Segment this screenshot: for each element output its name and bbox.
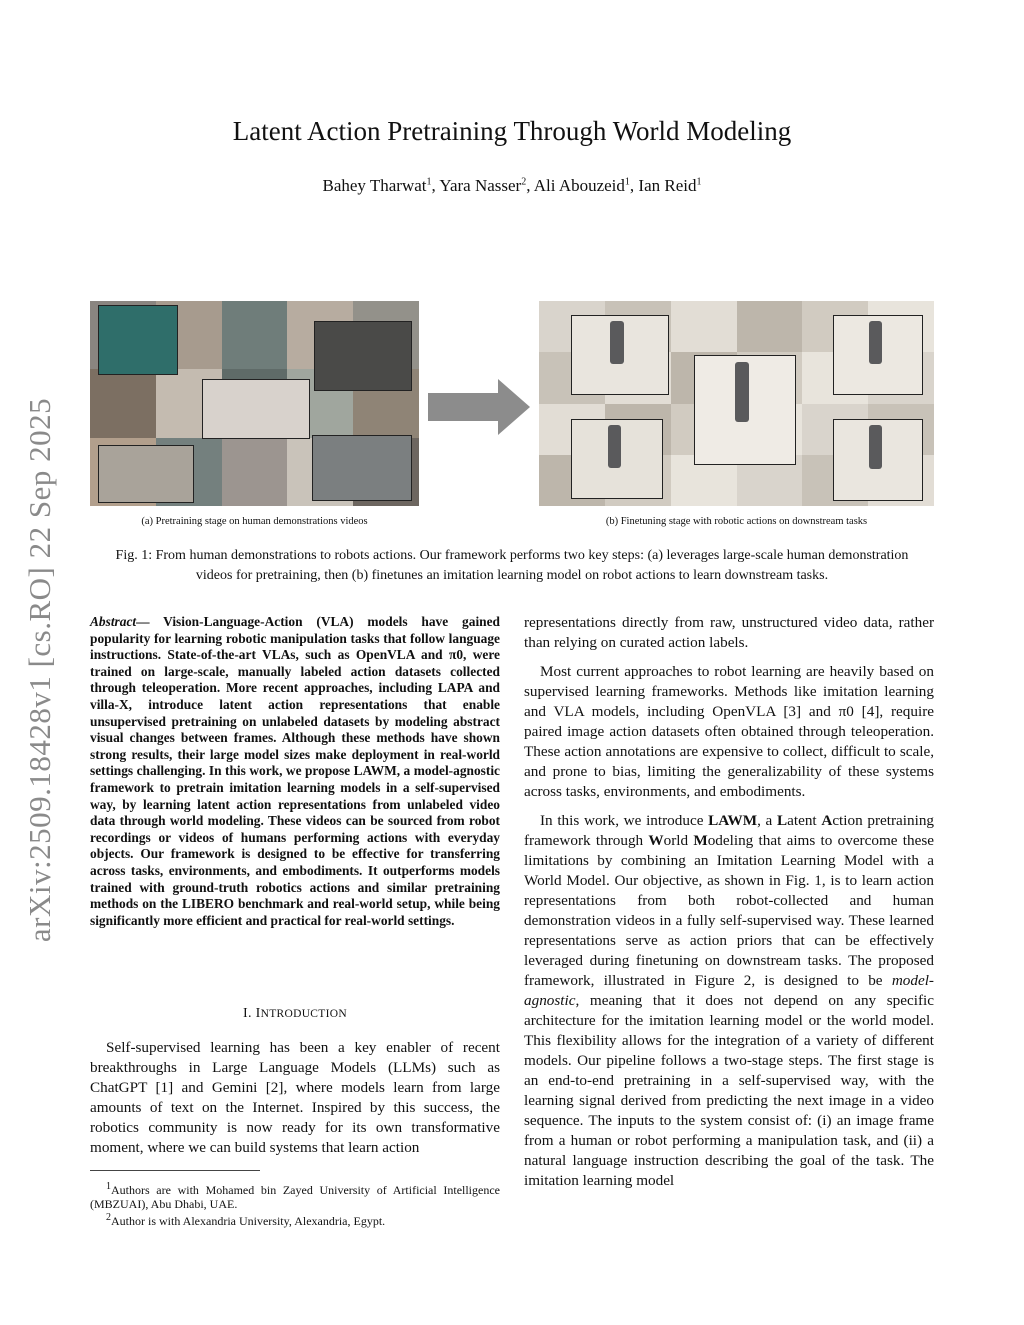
author: Ali Abouzeid	[533, 176, 625, 195]
section-heading-introduction: I. INTRODUCTION	[243, 1006, 347, 1021]
highlighted-video-frame	[98, 305, 178, 375]
author: Yara Nasser	[439, 176, 522, 195]
video-frame-tile	[222, 301, 289, 370]
footnote: $^1$Authors are with Mohamed bin Zayed University of Artificial Intelligence (MBZUAI), Abu Dhabi, UAE.	[90, 1181, 500, 1211]
footnote-rule	[90, 1170, 260, 1171]
footnote: $^2$Author is with Alexandria University, Alexandria, Egypt.	[106, 1212, 386, 1228]
highlighted-robot-frame	[571, 419, 663, 499]
affiliation-mark: 1	[624, 176, 630, 188]
video-frame-tile	[222, 438, 289, 506]
right-arrow-icon	[428, 379, 530, 435]
robot-arm-shape	[610, 321, 623, 364]
highlighted-video-frame	[312, 435, 412, 501]
highlighted-robot-frame	[833, 419, 923, 501]
highlighted-video-frame	[314, 321, 412, 391]
paper-title: Latent Action Pretraining Through World Modeling	[232, 116, 792, 146]
paragraph-continued: representations directly from raw, unstructured video data, rather than relying on curated action labels.	[524, 614, 934, 651]
highlighted-video-frame	[202, 379, 310, 439]
robot-frame-tile	[671, 301, 738, 353]
subcaption-a: (a) Pretraining stage on human demonstrations videos	[141, 516, 368, 527]
author-list: Bahey Tharwat$^1$, Yara Nasser$^2$, Ali Abouzeid$^1$, Ian Reid$^1$	[322, 176, 702, 195]
intro-paragraph: Self-supervised learning has been a key enabler of recent breakthroughs in Large Language Models (LLMs) such as ChatGPT [1] and Gemini [2], where models learn from large amounts of text on the Internet. Inspired by this success, the robotics community is now ready for its own transformative moment, where we can build systems that learn action	[90, 1039, 500, 1156]
arxiv-identifier: arXiv:2509.18428v1 [cs.RO] 22 Sep 2025	[22, 397, 58, 943]
affiliation-mark: 1	[696, 176, 702, 188]
subcaption-b: (b) Finetuning stage with robotic actions on downstream tasks	[605, 516, 868, 527]
abstract-text: Vision-Language-Action (VLA) models have gained popularity for learning robotic manipulation tasks that follow language instructions. State-of-the-art VLAs, such as OpenVLA and π0, were trained on large-scale, manually labeled action datasets collected through teleoperation. More recent approaches, including LAPA and villa-X, introduce latent action representations that enable unsupervised pretraining on unlabeled datasets by modeling abstract visual changes between frames. Although these methods have shown strong results, their large model sizes make deployment in real-world settings challenging. In this work, we propose LAWM, a model-agnostic framework to pretrain imitation learning models in a self-supervised way, by learning latent action representations from unlabeled video data through world modeling. These videos can be sourced from robot recordings or videos of humans performing actions with everyday objects. Our framework is designed to be effective for transferring across tasks, environments, and embodiments. It outperforms models trained with ground-truth robotics actions and similar pretraining methods on the LIBERO benchmark and real-world setup, while being significantly more efficient and practical for real-world settings.	[90, 614, 500, 928]
robot-frame-tile	[737, 301, 804, 353]
abstract-label: Abstract	[90, 614, 137, 629]
author: Ian Reid	[638, 176, 697, 195]
highlighted-video-frame	[98, 445, 194, 503]
highlighted-robot-frame	[833, 315, 923, 395]
robot-arm-shape	[608, 425, 621, 468]
video-frame-tile	[90, 369, 157, 438]
robot-arm-shape	[869, 425, 881, 469]
affiliation-mark: 1	[426, 176, 432, 188]
paragraph-lawm-introduction: In this work, we introduce LAWM, a Latent Action pretraining framework through World Modeling that aims to overcome these limitations by combining an Imitation Learning Model with a World Model. Our objective, as shown in Fig. 1, is to learn action representations from both robot-collected and human demonstration videos in a fully self-supervised way. These learned representations serve as action priors that can be effectively leveraged during finetuning on downstream tasks. The proposed framework, illustrated in Figure 2, is designed to be model-agnostic, meaning that it does not depend on any specific architecture for the imitation learning model or the world model. This flexibility allows for the integration of a variety of different models. Our pipeline follows a two-stage steps. The first stage is an end-to-end pretraining in a self-supervised way, with the learning signal derived from predicting the next image in a video sequence. The inputs to the system consist of: (i) an image frame from a human or robot performing a manipulation task, and (ii) a natural language instruction describing the goal of the task. The imitation learning model	[524, 812, 935, 1189]
human-demonstrations-collage	[90, 301, 419, 506]
abstract: Abstract— Vision-Language-Action (VLA) models have gained popularity for learning robotic manipulation tasks that follow language instructions. State-of-the-art VLAs, such as OpenVLA and π0, were trained on large-scale, manually labeled action datasets collected through teleoperation. More recent approaches, including LAPA and villa-X, introduce latent action representations that enable unsupervised pretraining on unlabeled datasets by modeling abstract visual changes between frames. Although these methods have shown strong results, their large model sizes make deployment in real-world settings challenging. In this work, we propose LAWM, a model-agnostic framework to pretrain imitation learning models in a self-supervised way, by learning latent action representations from unlabeled video data through world modeling. These videos can be sourced from robot recordings or videos of humans performing actions with everyday objects. Our framework is designed to be effective for transferring across tasks, environments, and embodiments. It outperforms models trained with ground-truth robotics actions and similar pretraining methods on the LIBERO benchmark and real-world setup, while being significantly more efficient and practical for real-world settings.	[90, 614, 500, 928]
highlighted-robot-frame	[694, 355, 796, 465]
robot-arm-shape	[869, 321, 881, 364]
figure-caption: Fig. 1: From human demonstrations to robots actions. Our framework performs two key steps: (a) leverages large-scale human demonstration videos for pretraining, then (b) finetunes an imitation learning model on robot actions to learn downstream tasks.	[115, 548, 909, 583]
paragraph-related-approaches: Most current approaches to robot learning are heavily based on supervised learning frameworks. Methods like imitation learning and VLA models, including OpenVLA [3] and π0 [4], require paired image action datasets often obtained through teleoperation. These action annotations are expensive to collect, difficult to scale, and prone to bias, limiting the generalizability of these systems across tasks, environments, and embodiments.	[524, 663, 934, 800]
robot-arm-shape	[735, 362, 749, 421]
highlighted-robot-frame	[571, 315, 669, 395]
robot-finetuning-collage	[539, 301, 934, 506]
affiliation-mark: 2	[521, 176, 527, 188]
author: Bahey Tharwat	[322, 176, 427, 195]
